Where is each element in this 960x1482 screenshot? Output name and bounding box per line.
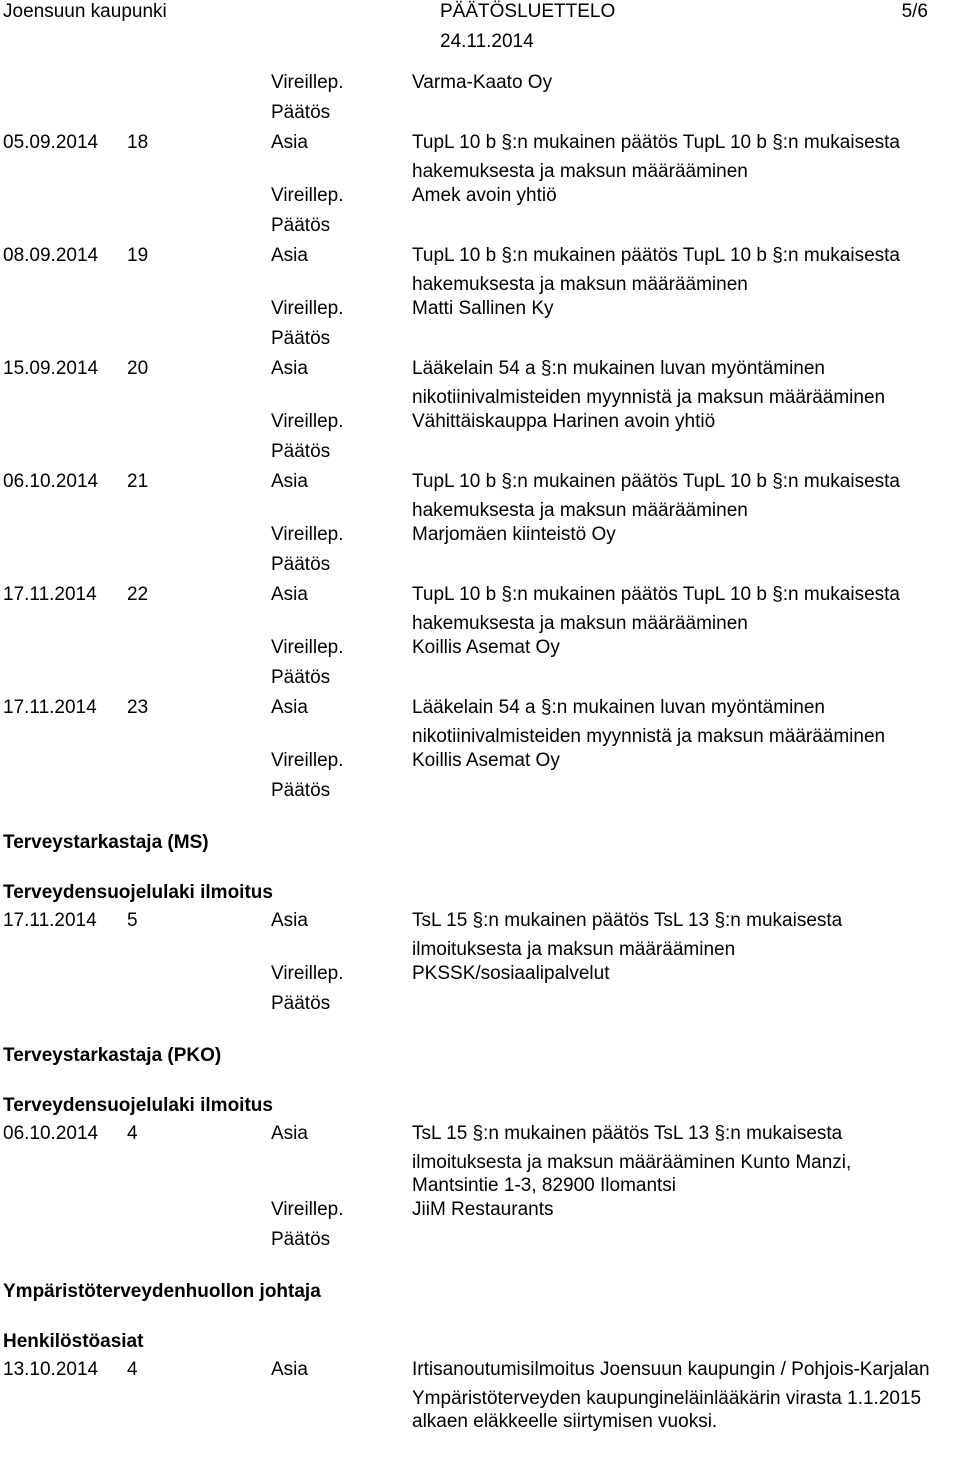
- vireillep-row: [0, 961, 960, 991]
- paatos-row: [0, 778, 960, 808]
- entry-row: [0, 908, 960, 938]
- asia-label: Asia: [271, 132, 308, 153]
- entry-number: 23: [127, 697, 149, 718]
- paatos-row: [0, 665, 960, 695]
- vireillep-label: Vireillep.: [271, 1199, 344, 1220]
- entry-date: 17.11.2014: [3, 697, 97, 718]
- section-title: [0, 828, 960, 858]
- paatos-label: Päätös: [271, 102, 331, 123]
- document-date: 24.11.2014: [440, 31, 534, 52]
- asia-label: Asia: [271, 697, 308, 718]
- entry-date: 15.09.2014: [3, 358, 99, 379]
- vireillep-row: [0, 748, 960, 778]
- section-title: [0, 1277, 960, 1307]
- entry-description-line: [0, 386, 960, 409]
- vireillep-label: Vireillep.: [271, 298, 344, 319]
- entry-number: 4: [127, 1123, 138, 1144]
- entry-description: alkaen eläkkeelle siirtymisen vuoksi.: [412, 1411, 718, 1432]
- entry-row: [0, 695, 960, 725]
- entry-description-line: [0, 612, 960, 635]
- paatos-label: Päätös: [271, 328, 331, 349]
- asia-label: Asia: [271, 584, 308, 605]
- entry-description-line: [0, 938, 960, 961]
- organization-name: Joensuun kaupunki: [3, 1, 167, 22]
- entry-row: [0, 130, 960, 160]
- entry-row: [0, 1357, 960, 1387]
- entry-description: Lääkelain 54 a §:n mukainen luvan myöntäminen: [412, 697, 825, 718]
- page-number: 5/6: [901, 1, 928, 22]
- vireillep-label: Vireillep.: [271, 524, 344, 545]
- section-subtitle: [0, 878, 960, 908]
- spacer: [0, 808, 960, 828]
- vireillep-row: [0, 70, 960, 100]
- vireillep-row: [0, 1197, 960, 1227]
- paatos-label: Päätös: [271, 1229, 331, 1250]
- section-subtitle-text: Terveydensuojelulaki ilmoitus: [3, 882, 273, 903]
- asia-label: Asia: [271, 1123, 308, 1144]
- vireillep-value: PKSSK/sosiaalipalvelut: [412, 963, 610, 984]
- section-title-text: Terveystarkastaja (PKO): [3, 1045, 222, 1066]
- entry-description-line: [0, 1387, 960, 1410]
- paatos-row: [0, 1227, 960, 1257]
- entry-description: TupL 10 b §:n mukainen päätös TupL 10 b §:n mukaisesta: [412, 132, 900, 153]
- entry-description: hakemuksesta ja maksun määrääminen: [412, 274, 748, 295]
- entry-description-line: [0, 1174, 960, 1197]
- entry-description: TsL 15 §:n mukainen päätös TsL 13 §:n mukaisesta: [412, 1123, 843, 1144]
- paatos-row: [0, 439, 960, 469]
- entry-description-line: [0, 725, 960, 748]
- vireillep-value: Amek avoin yhtiö: [412, 185, 557, 206]
- paatos-label: Päätös: [271, 441, 331, 462]
- paatos-label: Päätös: [271, 667, 331, 688]
- entry-description: TsL 15 §:n mukainen päätös TsL 13 §:n mukaisesta: [412, 910, 843, 931]
- spacer: [0, 1021, 960, 1041]
- entry-description-line: [0, 273, 960, 296]
- entry-description: hakemuksesta ja maksun määrääminen: [412, 613, 748, 634]
- asia-label: Asia: [271, 358, 308, 379]
- asia-label: Asia: [271, 245, 308, 266]
- paatos-row: [0, 991, 960, 1021]
- entry-description: nikotiinivalmisteiden myynnistä ja maksun määrääminen: [412, 726, 886, 747]
- entry-description: TupL 10 b §:n mukainen päätös TupL 10 b §:n mukaisesta: [412, 471, 900, 492]
- entry-number: 20: [127, 358, 149, 379]
- entry-description: ilmoituksesta ja maksun määrääminen: [412, 939, 736, 960]
- vireillep-row: [0, 522, 960, 552]
- entry-row: [0, 356, 960, 386]
- entry-description: hakemuksesta ja maksun määrääminen: [412, 500, 748, 521]
- asia-label: Asia: [271, 910, 308, 931]
- entry-row: [0, 469, 960, 499]
- paatos-label: Päätös: [271, 780, 331, 801]
- section-subtitle-text: Terveydensuojelulaki ilmoitus: [3, 1095, 273, 1116]
- document-title: PÄÄTÖSLUETTELO: [440, 1, 616, 22]
- spacer: [0, 858, 960, 878]
- entry-number: 18: [127, 132, 149, 153]
- paatos-label: Päätös: [271, 215, 331, 236]
- entry-description-line: [0, 499, 960, 522]
- vireillep-label: Vireillep.: [271, 411, 344, 432]
- paatos-row: [0, 326, 960, 356]
- vireillep-label: Vireillep.: [271, 72, 344, 93]
- vireillep-row: [0, 183, 960, 213]
- vireillep-value: JiiM Restaurants: [412, 1199, 554, 1220]
- vireillep-label: Vireillep.: [271, 185, 344, 206]
- entry-date: 06.10.2014: [3, 471, 99, 492]
- entry-description: Lääkelain 54 a §:n mukainen luvan myöntäminen: [412, 358, 825, 379]
- vireillep-row: [0, 296, 960, 326]
- section-title-text: Ympäristöterveydenhuollon johtaja: [3, 1281, 321, 1302]
- entry-row: [0, 1121, 960, 1151]
- entry-description-line: [0, 1151, 960, 1174]
- entry-description: Irtisanoutumisilmoitus Joensuun kaupungin / Pohjois-Karjalan: [412, 1359, 930, 1380]
- entry-description-line: [0, 1410, 960, 1433]
- spacer: [0, 1307, 960, 1327]
- vireillep-value: Matti Sallinen Ky: [412, 298, 554, 319]
- entry-description: hakemuksesta ja maksun määrääminen: [412, 161, 748, 182]
- entry-date: 05.09.2014: [3, 132, 99, 153]
- paatos-row: [0, 213, 960, 243]
- entry-description-line: [0, 160, 960, 183]
- entry-number: 22: [127, 584, 149, 605]
- vireillep-value: Varma-Kaato Oy: [412, 72, 553, 93]
- entry-date: 17.11.2014: [3, 584, 97, 605]
- entry-row: [0, 582, 960, 612]
- entry-description: nikotiinivalmisteiden myynnistä ja maksun määrääminen: [412, 387, 886, 408]
- spacer: [0, 1257, 960, 1277]
- entry-number: 4: [127, 1359, 138, 1380]
- paatos-label: Päätös: [271, 993, 331, 1014]
- entry-description: Ympäristöterveyden kaupungineläinlääkärin virasta 1.1.2015: [412, 1388, 922, 1409]
- vireillep-value: Marjomäen kiinteistö Oy: [412, 524, 616, 545]
- entry-number: 5: [127, 910, 138, 931]
- paatos-label: Päätös: [271, 554, 331, 575]
- entry-description: TupL 10 b §:n mukainen päätös TupL 10 b §:n mukaisesta: [412, 584, 900, 605]
- entry-date: 06.10.2014: [3, 1123, 99, 1144]
- vireillep-value: Koillis Asemat Oy: [412, 637, 560, 658]
- vireillep-value: Vähittäiskauppa Harinen avoin yhtiö: [412, 411, 716, 432]
- vireillep-label: Vireillep.: [271, 750, 344, 771]
- asia-label: Asia: [271, 1359, 308, 1380]
- section-subtitle: [0, 1091, 960, 1121]
- vireillep-label: Vireillep.: [271, 963, 344, 984]
- vireillep-label: Vireillep.: [271, 637, 344, 658]
- entry-row: [0, 243, 960, 273]
- entry-description: TupL 10 b §:n mukainen päätös TupL 10 b §:n mukaisesta: [412, 245, 900, 266]
- section-title-text: Terveystarkastaja (MS): [3, 832, 209, 853]
- entry-date: 13.10.2014: [3, 1359, 99, 1380]
- asia-label: Asia: [271, 471, 308, 492]
- paatos-row: [0, 100, 960, 130]
- entry-number: 21: [127, 471, 149, 492]
- section-subtitle: [0, 1327, 960, 1357]
- decision-list: [0, 70, 960, 1433]
- paatos-row: [0, 552, 960, 582]
- page-header: [0, 1, 960, 61]
- entry-description: ilmoituksesta ja maksun määrääminen Kunto Manzi,: [412, 1152, 852, 1173]
- entry-date: 08.09.2014: [3, 245, 99, 266]
- vireillep-row: [0, 409, 960, 439]
- section-title: [0, 1041, 960, 1071]
- entry-date: 17.11.2014: [3, 910, 97, 931]
- vireillep-value: Koillis Asemat Oy: [412, 750, 560, 771]
- entry-description: Mantsintie 1-3, 82900 Ilomantsi: [412, 1175, 677, 1196]
- section-subtitle-text: Henkilöstöasiat: [3, 1331, 144, 1352]
- spacer: [0, 1071, 960, 1091]
- vireillep-row: [0, 635, 960, 665]
- entry-number: 19: [127, 245, 149, 266]
